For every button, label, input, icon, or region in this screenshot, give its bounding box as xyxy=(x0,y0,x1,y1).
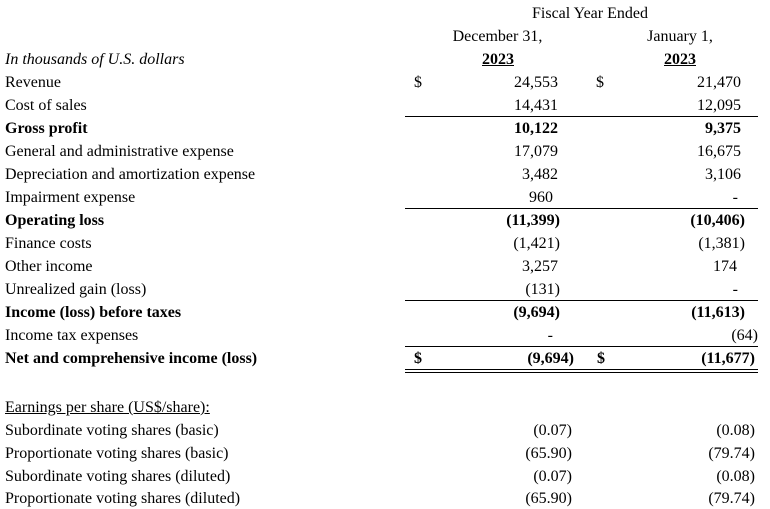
eps-value-col1: (0.07) xyxy=(533,422,572,439)
row-label: Income (loss) before taxes xyxy=(5,304,182,321)
row-value-col2: 174 xyxy=(713,258,737,275)
row-value-col2: (64) xyxy=(731,327,758,344)
row-label: Unrealized gain (loss) xyxy=(5,281,147,298)
col1-date-header: December 31, xyxy=(452,28,543,45)
units-label: In thousands of U.S. dollars xyxy=(5,51,185,68)
row-value-col1: (11,399) xyxy=(506,212,560,229)
row-value-col2: (10,406) xyxy=(690,212,745,229)
row-label: Cost of sales xyxy=(5,97,87,114)
eps-value-col2: (0.08) xyxy=(716,422,755,439)
subtotal-rule xyxy=(405,300,758,301)
currency-symbol: $ xyxy=(596,74,604,91)
row-value-col1: 24,553 xyxy=(514,74,558,91)
row-label: Income tax expenses xyxy=(5,327,139,344)
row-value-col2: - xyxy=(732,281,738,298)
row-value-col1: (131) xyxy=(525,281,560,298)
row-value-col2: 21,470 xyxy=(697,74,741,91)
row-value-col1: (9,694) xyxy=(527,350,574,367)
eps-value-col1: (0.07) xyxy=(533,468,572,485)
row-value-col2: 9,375 xyxy=(705,120,741,137)
eps-row-label: Subordinate voting shares (diluted) xyxy=(5,468,231,485)
row-value-col2: - xyxy=(732,189,738,206)
total-rule xyxy=(405,346,758,347)
eps-value-col2: (0.08) xyxy=(716,468,755,485)
row-value-col1: 3,482 xyxy=(522,166,558,183)
row-label: Impairment expense xyxy=(5,189,136,206)
eps-row-label: Proportionate voting shares (diluted) xyxy=(5,490,241,507)
col2-date-header: January 1, xyxy=(647,28,713,45)
eps-row-label: Proportionate voting shares (basic) xyxy=(5,445,229,462)
eps-value-col1: (65.90) xyxy=(525,445,572,462)
row-value-col1: 17,079 xyxy=(514,143,558,160)
row-label: Finance costs xyxy=(5,235,92,252)
row-value-col1: (9,694) xyxy=(513,304,560,321)
row-value-col2: (1,381) xyxy=(698,235,745,252)
row-value-col2: 16,675 xyxy=(697,143,741,160)
col1-year-header: 2023 xyxy=(482,51,514,68)
row-value-col1: 14,431 xyxy=(514,97,558,114)
row-value-col1: 960 xyxy=(529,189,553,206)
row-label: Operating loss xyxy=(5,212,105,229)
eps-row-label: Subordinate voting shares (basic) xyxy=(5,422,219,439)
row-label: Other income xyxy=(5,258,93,275)
row-value-col2: (11,677) xyxy=(701,350,755,367)
row-value-col2: 12,095 xyxy=(697,97,741,114)
subtotal-rule xyxy=(405,208,758,209)
currency-symbol: $ xyxy=(414,74,422,91)
currency-symbol: $ xyxy=(597,350,605,367)
col2-year-header: 2023 xyxy=(664,51,696,68)
row-value-col2: 3,106 xyxy=(705,166,741,183)
eps-value-col1: (65.90) xyxy=(525,490,572,507)
currency-symbol: $ xyxy=(414,350,422,367)
eps-value-col2: (79.74) xyxy=(708,445,755,462)
row-label: Net and comprehensive income (loss) xyxy=(5,350,258,367)
period-header: Fiscal Year Ended xyxy=(532,5,648,22)
row-value-col1: - xyxy=(547,327,553,344)
row-value-col1: 10,122 xyxy=(514,120,558,137)
eps-title: Earnings per share (US$/share): xyxy=(5,399,210,416)
eps-value-col2: (79.74) xyxy=(708,490,755,507)
row-label: General and administrative expense xyxy=(5,143,234,160)
row-label: Revenue xyxy=(5,74,61,91)
grand-total-double-rule xyxy=(405,369,758,373)
row-value-col2: (11,613) xyxy=(691,304,745,321)
row-value-col1: 3,257 xyxy=(522,258,558,275)
row-label: Gross profit xyxy=(5,120,88,137)
row-label: Depreciation and amortization expense xyxy=(5,166,256,183)
row-value-col1: (1,421) xyxy=(513,235,560,252)
subtotal-rule xyxy=(405,116,758,117)
